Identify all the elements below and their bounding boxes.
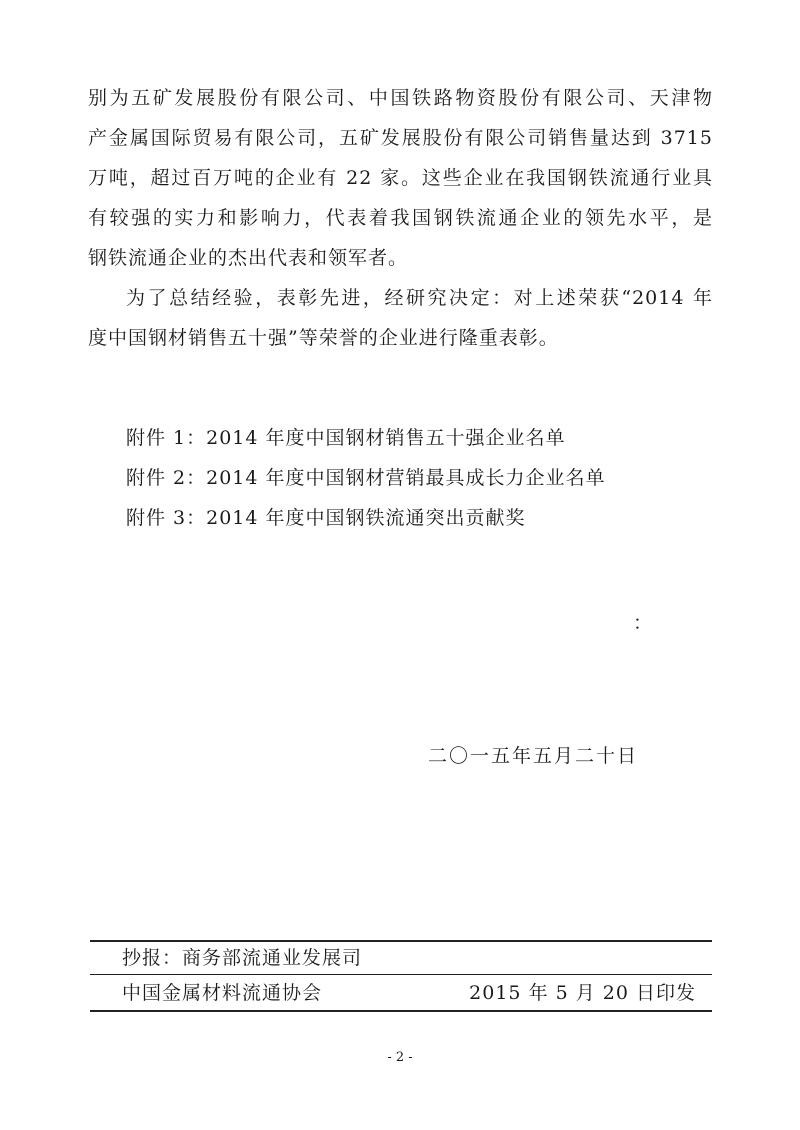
attachment-item: 附件 1：2014 年度中国钢材销售五十强企业名单: [126, 427, 566, 449]
paragraph-1-line-1: 别为五矿发展股份有限公司、中国铁路物资股份有限公司、天津物: [88, 87, 713, 109]
attachments-list: [126, 418, 606, 538]
document-date: 二〇一五年五月二十日: [428, 745, 639, 767]
attachment-item: 附件 3：2014 年度中国钢铁流通突出贡献奖: [126, 507, 526, 529]
page-number: - 2 -: [387, 1050, 413, 1065]
body-text: [88, 78, 713, 358]
paragraph-2-line-1: 为了总结经验，表彰先进，经研究决定：对上述荣获“2014 年: [126, 287, 713, 309]
issuing-organization: 中国金属材料流通协会: [122, 982, 323, 1004]
paragraph-1-line-2: 产金属国际贸易有限公司，五矿发展股份有限公司销售量达到 3715: [88, 127, 713, 149]
footer-rule-bottom: [90, 1010, 712, 1012]
signature-colon: ：: [633, 612, 653, 634]
issue-date: 2015 年 5 月 20 日印发: [469, 982, 696, 1004]
cc-recipients: 抄报：商务部流通业发展司: [122, 947, 363, 969]
paragraph-1-line-4: 有较强的实力和影响力，代表着我国钢铁流通企业的领先水平，是: [88, 207, 713, 229]
paragraph-1-line-3: 万吨，超过百万吨的企业有 22 家。这些企业在我国钢铁流通行业具: [88, 167, 713, 189]
footer-rule-middle: [90, 974, 712, 975]
paragraph-2-line-2: 度中国钢材销售五十强”等荣誉的企业进行隆重表彰。: [88, 327, 559, 349]
attachment-item: 附件 2：2014 年度中国钢材营销最具成长力企业名单: [126, 467, 606, 489]
paragraph-1-line-5: 钢铁流通企业的杰出代表和领军者。: [88, 247, 409, 269]
